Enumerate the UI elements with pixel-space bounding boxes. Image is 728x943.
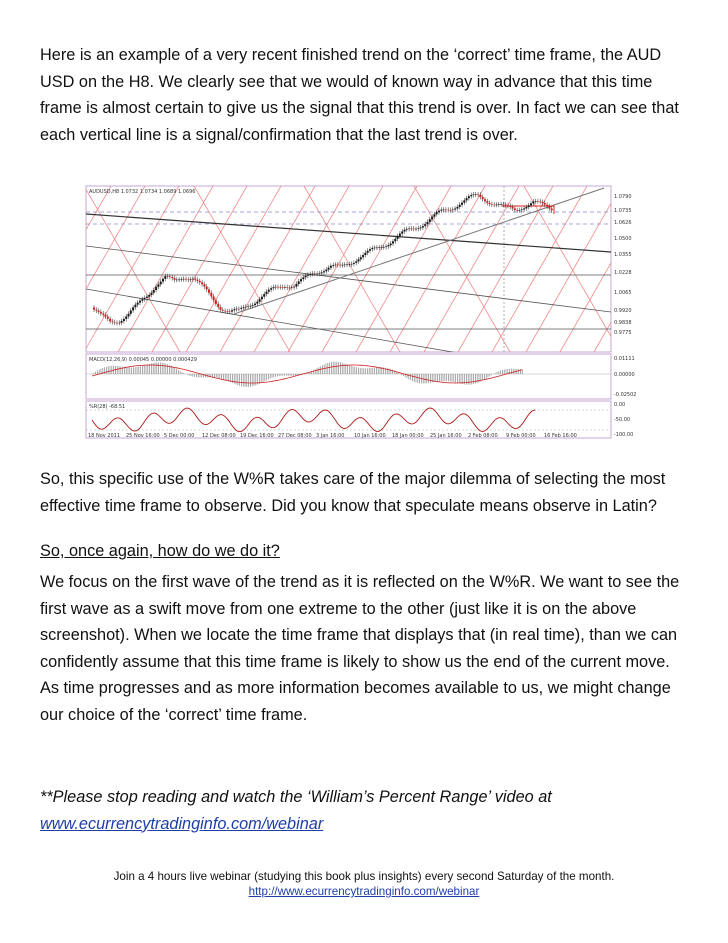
candle-body <box>358 259 360 261</box>
wpr-axis <box>614 402 633 438</box>
candle-body <box>482 197 484 199</box>
candle-body <box>318 273 320 274</box>
candle-body <box>284 287 286 288</box>
candle-body <box>447 210 449 211</box>
candle-body <box>406 229 408 230</box>
candle-body <box>279 287 281 288</box>
candle-body <box>134 305 136 308</box>
candle-body <box>100 312 102 314</box>
candle-body <box>141 299 143 301</box>
candle-body <box>236 309 238 310</box>
candle-body <box>424 224 426 226</box>
candle-body <box>256 302 258 304</box>
candle-body <box>148 295 150 297</box>
candle-body <box>194 279 196 280</box>
candle-body <box>535 201 537 202</box>
footer-link-row <box>40 884 688 899</box>
candle-body <box>505 204 507 205</box>
candle-body <box>215 300 217 304</box>
candle-body <box>146 297 148 298</box>
candle-body <box>95 310 97 311</box>
candle-body <box>420 227 422 228</box>
candle-body <box>371 248 373 249</box>
candle-body <box>376 248 378 249</box>
candle-body <box>385 246 387 247</box>
candle-body <box>208 289 210 292</box>
price-tick: 0.9920 <box>614 308 632 314</box>
candle-body <box>484 199 486 201</box>
candle-body <box>394 239 396 242</box>
candle-body <box>512 207 514 208</box>
candle-body <box>383 247 385 248</box>
candle-body <box>275 287 277 288</box>
candle-body <box>381 247 383 248</box>
candle-body <box>339 265 341 266</box>
candle-body <box>137 303 139 305</box>
candle-body <box>443 210 445 211</box>
candle-body <box>429 219 431 222</box>
candle-body <box>468 196 470 198</box>
candle-body <box>548 207 550 209</box>
candle-body <box>399 234 401 237</box>
candle-body <box>323 271 325 272</box>
candle-body <box>392 241 394 243</box>
candle-body <box>459 205 461 207</box>
candle-body <box>174 278 176 280</box>
price-tick: 1.0355 <box>614 252 632 258</box>
section-heading: So, once again, how do we do it? <box>40 542 280 560</box>
candle-body <box>364 253 366 255</box>
candle-body <box>220 307 222 310</box>
candle-body <box>525 207 527 208</box>
candle-body <box>249 306 251 307</box>
candle-body <box>502 204 504 205</box>
candle-body <box>300 279 302 281</box>
macd-axis <box>614 356 636 398</box>
wpr-tick: 0.00 <box>614 402 626 408</box>
candle-body <box>245 307 247 308</box>
candle-body <box>121 321 123 323</box>
candle-body <box>293 287 295 288</box>
candle-body <box>153 290 155 293</box>
candle-body <box>109 319 111 322</box>
candle-body <box>325 270 327 272</box>
candle-body <box>312 274 314 275</box>
candle-body <box>210 293 212 297</box>
candle-body <box>187 280 189 281</box>
candle-body <box>422 226 424 227</box>
candle-body <box>183 279 185 280</box>
candle-body <box>247 306 249 307</box>
time-tick: 3 Jan 16:00 <box>316 433 345 439</box>
candle-body <box>169 276 171 277</box>
paragraph-intro: Here is an example of a very recent finished trend on the ‘correct’ time frame, the AUD USD on the H8. We clearly see that we would of known way in advance that this time frame is almost certain to give us the signal that this trend is over. In fact we can see that each vertical line is a signal/confirmation that the last trend is over. <box>40 46 679 144</box>
candle-body <box>222 310 224 311</box>
candle-body <box>539 201 541 202</box>
candle-body <box>164 276 166 279</box>
candle-body <box>295 284 297 287</box>
candle-body <box>351 264 353 265</box>
time-tick: 16 Feb 16:00 <box>544 433 577 439</box>
time-tick: 27 Dec 08:00 <box>278 433 312 439</box>
channel-line <box>628 186 723 352</box>
candle-body <box>180 279 182 280</box>
candle-body <box>397 236 399 239</box>
channel-line <box>662 186 728 352</box>
price-tick: 1.0065 <box>614 290 632 296</box>
candle-body <box>132 307 134 310</box>
candle-body <box>98 311 100 312</box>
candle-body <box>229 311 231 312</box>
candle-body <box>139 301 141 303</box>
candle-body <box>431 217 433 220</box>
candle-body <box>190 279 192 280</box>
price-tick: 1.0790 <box>614 194 632 200</box>
candle-body <box>226 311 228 312</box>
candle-body <box>93 307 95 309</box>
candle-body <box>362 255 364 257</box>
candle-body <box>270 288 272 289</box>
macd-tick: 0.00000 <box>614 372 635 378</box>
candle-body <box>259 299 261 301</box>
candle-body <box>111 321 113 322</box>
candle-body <box>542 202 544 203</box>
candle-body <box>544 203 546 205</box>
candle-body <box>185 279 187 280</box>
time-tick: 2 Feb 08:00 <box>468 433 498 439</box>
candle-body <box>224 311 226 312</box>
price-tick: 1.0626 <box>614 220 632 226</box>
candle-body <box>387 245 389 246</box>
time-tick: 19 Dec 16:00 <box>240 433 274 439</box>
candle-body <box>309 274 311 275</box>
time-tick: 25 Jan 16:00 <box>430 433 462 439</box>
candle-body <box>496 205 498 206</box>
candle-body <box>477 194 479 195</box>
time-tick: 10 Jan 16:00 <box>354 433 386 439</box>
macd-label: MACD(12,26,9) 0.00045 0.00000 0.000429 <box>89 357 197 363</box>
candle-body <box>404 230 406 232</box>
candle-body <box>272 287 274 288</box>
candle-body <box>348 264 350 265</box>
candle-body <box>450 210 452 211</box>
cross-line <box>634 186 728 352</box>
candle-body <box>167 276 169 277</box>
paragraph-dilemma: So, this specific use of the W%R takes care of the major dilemma of selecting the most effective time frame to observe. Did you know that speculate means observe in Latin? <box>40 470 666 515</box>
candle-body <box>360 257 362 259</box>
price-axis <box>614 194 632 336</box>
candle-body <box>507 205 509 206</box>
candle-body <box>197 280 199 281</box>
candle-body <box>176 280 178 281</box>
candle-body <box>252 305 254 306</box>
candle-body <box>489 203 491 204</box>
candle-body <box>213 296 215 300</box>
time-tick: 12 Dec 08:00 <box>202 433 236 439</box>
candle-body <box>231 310 233 311</box>
candle-body <box>125 316 127 318</box>
candle-body <box>519 210 521 211</box>
candle-body <box>268 290 270 292</box>
candle-body <box>128 314 130 317</box>
candle-body <box>199 281 201 282</box>
candle-body <box>551 208 553 210</box>
price-tick: 1.0735 <box>614 208 632 214</box>
footer-text: Join a 4 hours live webinar (studying this book plus insights) every second Saturday of the month. <box>113 870 615 883</box>
candle-body <box>238 309 240 310</box>
candle-body <box>330 266 332 268</box>
candle-body <box>479 195 481 197</box>
candle-body <box>491 204 493 205</box>
candle-body <box>514 208 516 210</box>
channel-line <box>0 186 9 352</box>
candle-body <box>118 323 120 324</box>
candle-body <box>314 274 316 275</box>
candle-body <box>192 279 194 280</box>
candle-body <box>105 315 107 317</box>
candle-body <box>130 310 132 313</box>
price-tick: 0.9775 <box>614 330 632 336</box>
candle-body <box>445 210 447 211</box>
candle-body <box>307 275 309 276</box>
candle-body <box>291 287 293 288</box>
time-tick: 25 Nov 16:00 <box>126 433 160 439</box>
candle-body <box>162 279 164 282</box>
candle-body <box>114 322 116 323</box>
macd-tick: -0.02502 <box>614 392 637 398</box>
channel-line <box>0 186 77 352</box>
candle-body <box>171 277 173 278</box>
chart-title: AUDUSD,H8 1.0732 1.0734 1.0689 1.0696 <box>89 189 196 195</box>
candle-body <box>410 229 412 230</box>
candle-body <box>344 265 346 266</box>
candle-body <box>532 201 534 203</box>
candle-body <box>353 263 355 264</box>
paragraph-call-to-action <box>40 784 690 837</box>
candle-body <box>374 248 376 249</box>
candle-body <box>116 323 118 324</box>
candle-body <box>413 229 415 230</box>
cross-line <box>0 186 70 352</box>
candle-body <box>102 313 104 314</box>
candle-body <box>155 287 157 290</box>
candle-body <box>261 297 263 300</box>
candle-body <box>346 265 348 266</box>
candle-body <box>243 307 245 308</box>
footer-link[interactable]: http://www.ecurrencytradinginfo.com/webinar <box>248 885 480 898</box>
channel-line <box>0 186 43 352</box>
candle-body <box>233 309 235 310</box>
candle-body <box>530 203 532 205</box>
wpr-tick: -100.00 <box>614 432 634 438</box>
candle-body <box>298 281 300 284</box>
candle-body <box>415 229 417 230</box>
candle-body <box>286 287 288 288</box>
candle-body <box>160 282 162 285</box>
candle-body <box>341 265 343 266</box>
candle-body <box>417 228 419 229</box>
candle-body <box>461 203 463 205</box>
candle-body <box>157 284 159 286</box>
candle-body <box>509 206 511 207</box>
candle-body <box>498 204 500 205</box>
wpr-tick: -50.00 <box>614 417 631 423</box>
candle-body <box>266 292 268 294</box>
candle-body <box>254 304 256 305</box>
candle-body <box>144 298 146 299</box>
candle-body <box>516 210 518 211</box>
candle-body <box>528 205 530 207</box>
candle-body <box>206 287 208 290</box>
candle-body <box>367 251 369 253</box>
candle-body <box>408 229 410 230</box>
price-tick: 1.0228 <box>614 270 632 276</box>
candle-body <box>463 200 465 202</box>
webinar-link[interactable]: www.ecurrencytradinginfo.com/webinar <box>40 814 324 833</box>
candle-body <box>456 207 458 209</box>
candle-body <box>438 211 440 213</box>
candle-body <box>321 272 323 273</box>
candle-body <box>493 205 495 206</box>
candle-body <box>454 209 456 210</box>
candle-body <box>201 282 203 284</box>
candle-body <box>523 208 525 209</box>
candle-body <box>305 276 307 278</box>
candle-body <box>466 198 468 200</box>
candle-body <box>282 287 284 288</box>
candle-body <box>546 205 548 207</box>
candle-body <box>302 277 304 279</box>
cta-text: **Please stop reading and watch the ‘William’s Percent Range’ video at <box>40 788 552 806</box>
candle-body <box>107 317 109 319</box>
candle-body <box>378 247 380 248</box>
price-tick: 1.0500 <box>614 236 632 242</box>
candle-body <box>500 204 502 205</box>
candle-body <box>475 194 477 195</box>
candle-body <box>332 265 334 266</box>
price-tick: 0.9838 <box>614 320 632 326</box>
forex-chart <box>84 184 637 442</box>
candle-body <box>355 261 357 262</box>
candle-body <box>316 274 318 275</box>
candle-body <box>217 304 219 307</box>
candle-body <box>123 319 125 321</box>
candle-body <box>289 288 291 289</box>
candle-body <box>328 268 330 270</box>
candle-body <box>277 287 279 288</box>
candle-body <box>433 214 435 216</box>
candle-body <box>537 201 539 202</box>
candle-body <box>473 194 475 195</box>
macd-tick: 0.01111 <box>614 356 635 362</box>
candle-body <box>337 265 339 266</box>
wpr-label: %R(28) -68.51 <box>89 404 126 410</box>
candle-body <box>390 244 392 246</box>
candle-body <box>240 308 242 309</box>
candle-body <box>178 280 180 281</box>
candle-body <box>401 231 403 233</box>
candle-body <box>521 210 523 211</box>
candle-body <box>203 284 205 286</box>
candle-body <box>263 294 265 297</box>
time-tick: 5 Dec 00:00 <box>164 433 195 439</box>
candle-body <box>151 293 153 295</box>
candle-body <box>486 201 488 203</box>
time-tick: 18 Jan 00:00 <box>392 433 424 439</box>
paragraph-method: We focus on the first wave of the trend as it is reflected on the W%R. We want to see the first wave as a swift move from one extreme to the other (just like it is on the above screenshot). When we locate the time frame that displays that (in real time), than we can confidently assume that this time frame is likely to show us the end of the current move. As time progresses and as more information becomes available to us, we might change our choice of the ‘correct’ time frame. <box>40 573 680 724</box>
candle-body <box>440 210 442 211</box>
time-tick: 18 Nov 2011 <box>88 433 121 439</box>
candle-body <box>335 265 337 266</box>
candle-body <box>452 210 454 211</box>
time-tick: 9 Feb 00:00 <box>506 433 536 439</box>
candle-body <box>369 249 371 251</box>
candle-body <box>470 195 472 196</box>
candle-body <box>427 222 429 224</box>
candle-body <box>436 212 438 214</box>
